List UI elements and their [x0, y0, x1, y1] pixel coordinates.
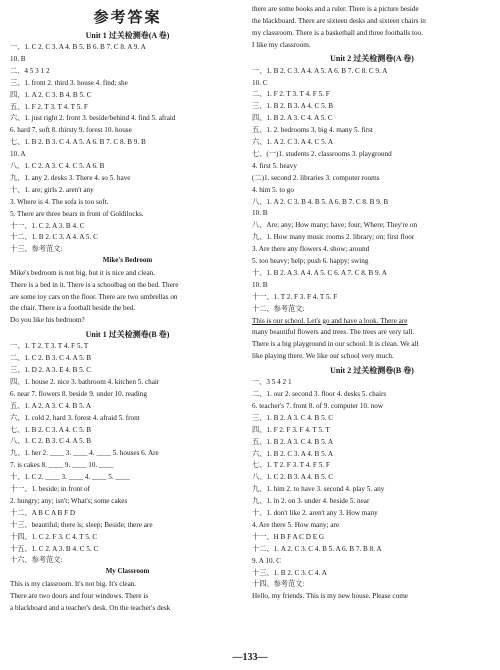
answer-line: 六、1. B 2. C 3. A 4. B 5. A: [252, 449, 334, 458]
answer-line: I like my classroom.: [252, 40, 311, 49]
answer-line: 六、1. cold 2. hard 3. forest 4. afraid 5. front: [10, 413, 140, 422]
answer-line: (二)1. second 2. libraries 3. computer rooms: [252, 173, 380, 182]
answer-line: 十二、A B C A B F D: [10, 508, 76, 517]
answer-line: Mike's bedroom is not big, but it is nice and clean.: [10, 268, 156, 277]
answer-line: 10. B: [252, 280, 268, 289]
answer-line: 四、1. B 2. A 3. C 4. A 5. C: [252, 114, 333, 123]
section-heading: Unit 2 过关检测卷(B 卷): [330, 365, 414, 375]
answer-line: 一、1. T 2. T 3. T 4. F 5. T: [10, 342, 89, 351]
essay-title: Mike's Bedroom: [102, 256, 153, 265]
answer-line: 9. A 10. C: [252, 556, 281, 565]
answer-line: 九、1. her 2. ____ 3. ____ 4. ____ 5. houses 6. Are: [10, 449, 159, 458]
answer-line: 6. hard 7. soft 8. thirsty 9. forest 10. house: [10, 126, 132, 135]
answer-line: 5. There are three bears in front of Goldilocks.: [10, 209, 144, 218]
answer-line: 三、1. B 2. B 3. A 4. C 5. B: [252, 102, 334, 111]
answer-line: 7. is cakes 8. ____ 9. ____ 10. ____: [10, 461, 114, 470]
answer-line: 四、1. F 2. F 3. F 4. T 5. T: [252, 425, 330, 434]
answer-line: 八、1. C 2. B 3. A 4. B 5. C: [252, 473, 334, 482]
page-number: —133—: [232, 652, 268, 663]
answer-line: 四、1. A 2. C 3. B 4. B 5. C: [10, 90, 92, 99]
answer-line: 七、1. T 2. F 3. T 4. F 5. F: [252, 461, 330, 470]
answer-line: 6. near 7. flowers 8. beside 9. under 10. reading: [10, 389, 147, 398]
answer-line: 七、1. B 2. B 3. C 4. A 5. A 6. B 7. C 8. B 9. B: [10, 138, 146, 147]
answer-line: 四、1. house 2. nice 3. bathroom 4. kitchen 5. chair: [10, 377, 160, 386]
answer-line: 4. him 5. to go: [252, 185, 294, 194]
section-heading: Unit 1 过关检测卷(B 卷): [85, 329, 170, 339]
answer-line: 2. hungry; any; isn't; What's; some cakes: [10, 496, 128, 505]
answer-line: There is a bed in it. There is a schoolbag on the bed. There: [10, 280, 179, 289]
answer-line: 五、1. 2. bedrooms 3. big 4. many 5. first: [252, 126, 373, 135]
section-heading: Unit 2 过关检测卷(A 卷): [330, 54, 414, 64]
answer-line: 4. first 5. heavy: [252, 161, 297, 170]
section-heading: Unit 1 过关检测卷(A 卷): [85, 30, 170, 40]
answer-line: 七、1. B 2. C 3. A 4. C 5. B: [10, 425, 92, 434]
answer-line: 10. B: [10, 54, 26, 63]
answer-line: 十、1. B 2. A 3. A 4. A 5. C 6. A 7. C 8. B 9. A: [252, 268, 387, 277]
answer-line: 二、1. C 2. B 3. C 4. A 5. B: [10, 354, 92, 363]
answer-line: 十四、参考范文:: [252, 580, 305, 589]
answer-line: 六、1. A 2. C 3. A 4. C 5. A: [252, 138, 334, 146]
answer-line: 一、1. C 2. C 3. A 4. B 5. B 6. B 7. C 8. A 9. A: [10, 43, 146, 51]
answer-line: 4. Are there 5. How many; are: [252, 520, 340, 529]
answer-line: 3. Where is 4. The sofa is too soft.: [10, 197, 109, 206]
answer-line: 二、1. our 2. second 3. floor 4. desks 5. chairs: [252, 390, 387, 398]
answer-line: 十、1. are; girls 2. aren't any: [10, 185, 94, 194]
answer-line: 10. A: [10, 150, 26, 159]
answer-line: There is a big playground in our school. It is clean. We all: [252, 340, 419, 349]
answer-line: 3. Are there any flowers 4. show; around: [252, 245, 370, 254]
answer-line: 八、1. C 2. B 3. C 4. A 5. B: [10, 437, 92, 446]
answer-line: 六、1. just right 2. front 3. beside/behind 4. find 5. afraid: [10, 114, 176, 123]
answer-line: 三、1. front 2. third 3. house 4. find; she: [10, 78, 128, 87]
answer-line: 十三、beautiful; there is; sleep; Beside; there are: [10, 520, 153, 529]
answer-line: 二、4 5 3 1 2: [10, 66, 50, 75]
answer-line: Do you like his bedroom?: [10, 316, 85, 325]
answer-line: 九、1. in 2. on 3. under 4. beside 5. near: [252, 497, 370, 506]
answer-line: 七、(一)1. students 2. classrooms 3. playground: [252, 149, 392, 158]
answer-line: 十五、1. C 2. A 3. B 4. C 5. C: [10, 544, 99, 553]
answer-line: are some toy cars on the floor. There are two umbrellas on: [10, 292, 178, 301]
answer-line: 十、1. C 2. ____ 3. ____ 4. ____ 5. ____: [10, 473, 130, 482]
answer-line: 十、1. don't like 2. aren't any 3. How many: [252, 509, 378, 517]
answer-line: 九、1. him 2. to have 3. second 4. play 5. any: [252, 485, 385, 494]
answer-line: There are two doors and four windows. There is: [10, 591, 149, 600]
answer-line: 五、1. A 2. A 3. C 4. B 5. A: [10, 401, 92, 410]
answer-line: 十六、参考范文:: [10, 556, 63, 565]
answer-line: 十三、参考范文:: [10, 245, 63, 254]
answer-line: 十二、参考范文:: [252, 304, 305, 313]
answer-line: 二、1. F 2. T 3. T 4. F 5. F: [252, 90, 330, 99]
answer-line: 十四、1. C 2. F 3. C 4. T 5. C: [10, 532, 98, 541]
answer-line: 五、1. B 2. A 3. C 4. B 5. A: [252, 437, 334, 446]
answer-line: 十三、1. B 2. C 3. C 4. A: [252, 568, 327, 577]
answer-line: 6. teacher's 7. front 8. of 9. computer 10. now: [252, 401, 384, 410]
page-title: 参考答案: [93, 9, 162, 26]
answer-line: Hello, my friends. This is my new house. Please come: [252, 592, 408, 601]
answer-line: 10. B: [252, 209, 268, 218]
answer-line: 十二、1. B 2. C 3. A 4. A 5. C: [10, 233, 98, 242]
answer-line: 十一、1. beside; in front of: [10, 485, 91, 493]
answer-line: the chair. There is a football beside the bed.: [10, 304, 136, 313]
answer-line: my classroom. There is a basketball and three footballs too.: [252, 28, 423, 37]
answer-line: 九、1. any 2. desks 3. There 4. so 5. have: [10, 173, 131, 182]
answer-line: 八、Are; any; How many; have; four; Where; They're on: [252, 221, 418, 230]
answer-line: 一、3 5 4 2 1: [252, 378, 292, 387]
answer-line: there are some books and a ruler. There is a picture beside: [252, 5, 419, 13]
answer-line: like playing there. We like our school very much.: [252, 352, 394, 361]
answer-line: many beautiful flowers and trees. The trees are very tall.: [252, 328, 415, 337]
answer-line: 三、1. B 2. A 3. C 4. B 5. C: [252, 413, 334, 422]
answer-line: 十二、1. A 2. C 3. C 4. B 5. A 6. B 7. B 8. A: [252, 544, 382, 553]
answer-line: 十一、1. C 2. A 3. B 4. C: [10, 221, 85, 230]
answer-line: This is my classroom. It's not big. It's clean.: [10, 579, 137, 588]
answer-line: a blackboard and a teacher's desk. On the teacher's desk: [10, 603, 171, 612]
answer-line: 五、1. F 2. T 3. T 4. T 5. F: [10, 102, 88, 111]
answer-line: 一、1. B 2. C 3. A 4. A 5. A 6. B 7. C 8. C 9. A: [252, 66, 388, 75]
answer-line: 十一、H B F A C D E G: [252, 532, 325, 541]
essay-title: My Classroom: [105, 567, 150, 576]
answer-line: 5. too heavy; help; push 6. happy; swing: [252, 257, 369, 265]
answer-line: 10. C: [252, 78, 268, 87]
answer-line: 三、1. D 2. A 3. E 4. B 5. C: [10, 366, 92, 374]
answer-line: 九、1. How many music rooms 2. library; on; first floor: [252, 233, 415, 242]
answer-line: the blackboard. There are sixteen desks and sixteen chairs in: [252, 16, 426, 25]
answer-line: 十一、1. T 2. F 3. F 4. T 5. F: [252, 292, 338, 301]
answer-line: 八、1. C 2. A 3. C 4. C 5. A 6. B: [10, 162, 105, 170]
answer-line: This is our school. Let's go and have a look. There are: [252, 316, 408, 325]
answer-line: 八、1. A 2. C 3. B 4. B 5. A 6. B 7. C 8. B 9. B: [252, 197, 389, 206]
